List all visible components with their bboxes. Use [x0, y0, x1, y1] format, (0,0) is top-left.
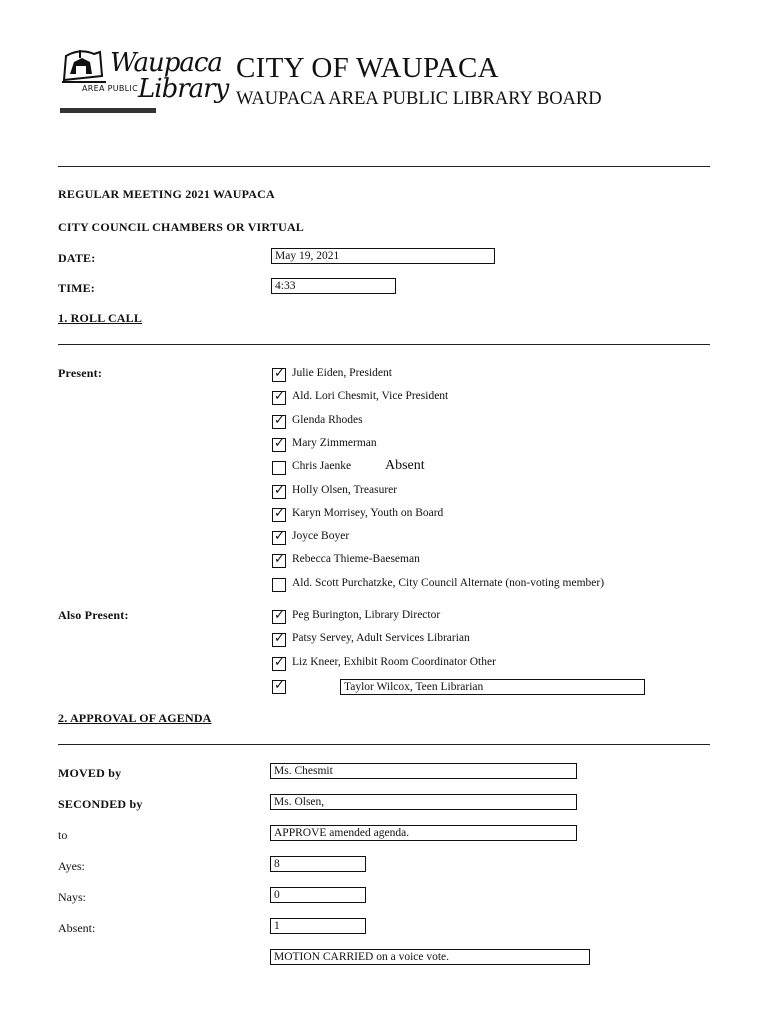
- also-present-member-checkbox[interactable]: [272, 677, 286, 694]
- roll-call-heading: 1. ROLL CALL: [58, 311, 143, 325]
- absent-label: Absent:: [58, 921, 96, 935]
- present-member-name: Ald. Lori Chesmit, Vice President: [292, 390, 449, 403]
- also-present-member-name: Liz Kneer, Exhibit Room Coordinator Other: [292, 655, 496, 668]
- checkmark-icon: ✓: [274, 389, 285, 405]
- checkmark-icon: ✓: [274, 505, 285, 521]
- to-label: to: [58, 828, 68, 842]
- also-present-label: Also Present:: [58, 608, 129, 622]
- moved-field[interactable]: Ms. Chesmit: [270, 763, 577, 779]
- nays-label: Nays:: [58, 890, 86, 904]
- also-present-member-checkbox[interactable]: [272, 610, 286, 624]
- checkmark-icon: ✓: [274, 412, 285, 428]
- time-label: TIME:: [58, 281, 95, 295]
- absent-note: Absent: [385, 458, 425, 474]
- logo-word-library: Library: [138, 74, 229, 104]
- nays-field[interactable]: 0: [270, 887, 366, 903]
- present-member-checkbox[interactable]: [272, 578, 286, 592]
- present-member-name: Karyn Morrisey, Youth on Board: [292, 506, 444, 519]
- present-member-checkbox[interactable]: [272, 531, 286, 545]
- checkmark-icon: ✓: [274, 529, 285, 545]
- present-member-name: Glenda Rhodes: [292, 413, 363, 426]
- present-label: Present:: [58, 366, 103, 380]
- time-field[interactable]: 4:33: [271, 278, 396, 294]
- absent-field[interactable]: 1: [270, 918, 366, 934]
- present-member-name: Rebecca Thieme-Baeseman: [292, 553, 420, 566]
- present-member-name: Chris Jaenke: [292, 460, 352, 473]
- roll-call-divider: [58, 344, 710, 345]
- date-field[interactable]: May 19, 2021: [271, 248, 495, 264]
- seconded-label: SECONDED by: [58, 797, 143, 811]
- library-logo: [60, 44, 230, 120]
- checkmark-icon: ✓: [274, 482, 285, 498]
- library-building-icon: [60, 46, 112, 86]
- present-member-name: Mary Zimmerman: [292, 436, 377, 449]
- present-member-name: Joyce Boyer: [292, 530, 350, 543]
- checkmark-icon: ✓: [274, 435, 285, 451]
- checkmark-icon: ✓: [274, 654, 285, 670]
- to-field[interactable]: APPROVE amended agenda.: [270, 825, 577, 841]
- ayes-label: Ayes:: [58, 859, 85, 873]
- meeting-type: REGULAR MEETING 2021 WAUPACA: [58, 187, 275, 201]
- agenda-heading: 2. APPROVAL OF AGENDA: [58, 711, 212, 725]
- present-member-checkbox[interactable]: [272, 435, 286, 452]
- date-label: DATE:: [58, 251, 96, 265]
- present-member-checkbox[interactable]: [272, 505, 286, 522]
- moved-label: MOVED by: [58, 766, 122, 780]
- agenda-divider: [58, 744, 710, 745]
- board-title: WAUPACA AREA PUBLIC LIBRARY BOARD: [236, 89, 602, 109]
- present-member-name: Ald. Scott Purchatzke, City Council Alternate (non-voting member): [292, 576, 605, 589]
- present-member-name: Holly Olsen, Treasurer: [292, 483, 398, 496]
- checkmark-icon: ✓: [274, 552, 285, 568]
- header-divider: [58, 166, 710, 167]
- also-present-member-name: Peg Burington, Library Director: [292, 609, 441, 621]
- checkmark-icon: ✓: [274, 631, 285, 647]
- also-present-member-checkbox[interactable]: [272, 633, 286, 647]
- present-member-checkbox[interactable]: [272, 461, 286, 475]
- present-member-checkbox[interactable]: [272, 412, 286, 429]
- also-present-member-name: Patsy Servey, Adult Services Librarian: [292, 632, 470, 645]
- present-member-checkbox[interactable]: [272, 554, 286, 568]
- present-member-checkbox[interactable]: [272, 368, 286, 382]
- motion-result-field[interactable]: MOTION CARRIED on a voice vote.: [270, 949, 590, 965]
- also-present-member-name[interactable]: Taylor Wilcox, Teen Librarian: [340, 679, 645, 695]
- logo-word-waupaca: Waupaca: [110, 48, 222, 78]
- logo-area-public: AREA PUBLIC: [82, 84, 138, 93]
- seconded-field[interactable]: Ms. Olsen,: [270, 794, 577, 810]
- ayes-field[interactable]: 8: [270, 856, 366, 872]
- meeting-location: CITY COUNCIL CHAMBERS OR VIRTUAL: [58, 220, 305, 234]
- present-member-checkbox[interactable]: [272, 482, 286, 499]
- city-title: CITY OF WAUPACA: [236, 52, 499, 84]
- checkmark-icon: ✓: [274, 677, 285, 693]
- logo-bar: [60, 108, 156, 113]
- checkmark-icon: ✓: [274, 366, 285, 381]
- checkmark-icon: ✓: [274, 608, 285, 623]
- present-member-checkbox[interactable]: [272, 391, 286, 405]
- also-present-member-checkbox[interactable]: [272, 654, 286, 671]
- present-member-name: Julie Eiden, President: [292, 367, 392, 379]
